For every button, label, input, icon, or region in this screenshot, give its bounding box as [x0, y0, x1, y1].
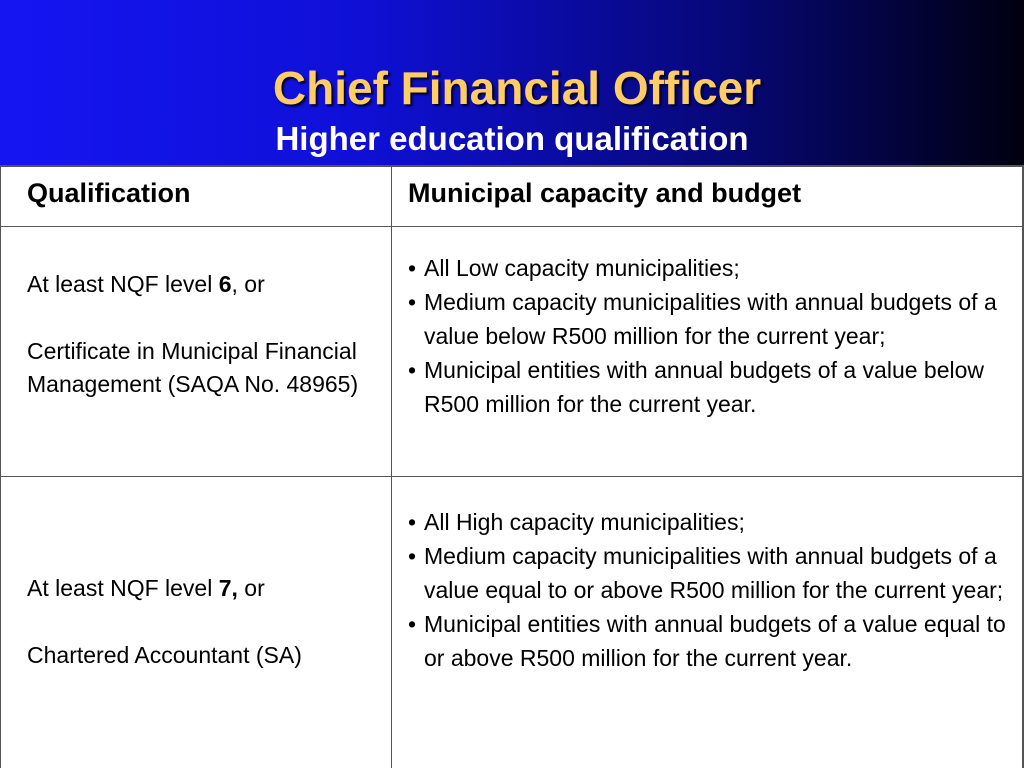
table-divider-header [0, 226, 1024, 227]
list-item [408, 505, 1013, 539]
list-item-text: Medium capacity municipalities with annual budgets of a value equal to or above R500 million for the current year; [424, 543, 1004, 603]
qualification-nqf-prefix: At least NQF level [27, 575, 219, 601]
qualification-nqf-level: 7, [218, 575, 238, 601]
list-item-text: Municipal entities with annual budgets of a value below R500 million for the current year. [424, 357, 985, 417]
table-column-divider [391, 165, 392, 768]
qualification-nqf-level: 6 [218, 271, 232, 297]
qualification-nqf-suffix: , or [231, 271, 265, 297]
list-item [408, 353, 1013, 421]
bullet-icon: • [408, 543, 417, 569]
bullet-icon: • [408, 357, 417, 383]
slide-title: Chief Financial Officer [272, 62, 762, 114]
bullet-icon: • [408, 255, 417, 281]
list-item-text: Medium capacity municipalities with annual budgets of a value below R500 million for the current year; [424, 289, 997, 349]
qualification-table [0, 165, 1024, 768]
qualification-alternative: Certificate in Municipal Financial Management (SAQA No. 48965) [27, 338, 359, 397]
list-item [408, 539, 1013, 607]
list-item [408, 251, 1013, 285]
list-item-text: All Low capacity municipalities; [424, 255, 740, 281]
bullet-icon: • [408, 611, 417, 637]
list-item-text: Municipal entities with annual budgets of a value equal to or above R500 million for the current year. [424, 611, 1006, 671]
table-header-qualification: Qualification [27, 178, 191, 208]
list-item [408, 607, 1013, 675]
qualification-alternative: Chartered Accountant (SA) [27, 642, 302, 668]
table-row-1-capacity-list [408, 251, 1013, 421]
list-item [408, 285, 1013, 353]
qualification-nqf-suffix: or [237, 575, 265, 601]
table-row-2-capacity-list [408, 505, 1013, 675]
table-row-1-qualification [27, 268, 382, 401]
bullet-icon: • [408, 509, 417, 535]
table-row-2-qualification [27, 572, 382, 672]
title-banner [0, 0, 1024, 166]
qualification-nqf-line [27, 572, 382, 605]
table-border-top [0, 165, 1024, 167]
table-border-left [0, 165, 1, 768]
qualification-nqf-line [27, 268, 382, 301]
bullet-icon: • [408, 289, 417, 315]
slide-subtitle: Higher education qualification [275, 120, 749, 157]
table-divider-row [0, 476, 1024, 477]
table-header-capacity: Municipal capacity and budget [408, 178, 802, 208]
qualification-nqf-prefix: At least NQF level [27, 271, 219, 297]
list-item-text: All High capacity municipalities; [424, 509, 745, 535]
